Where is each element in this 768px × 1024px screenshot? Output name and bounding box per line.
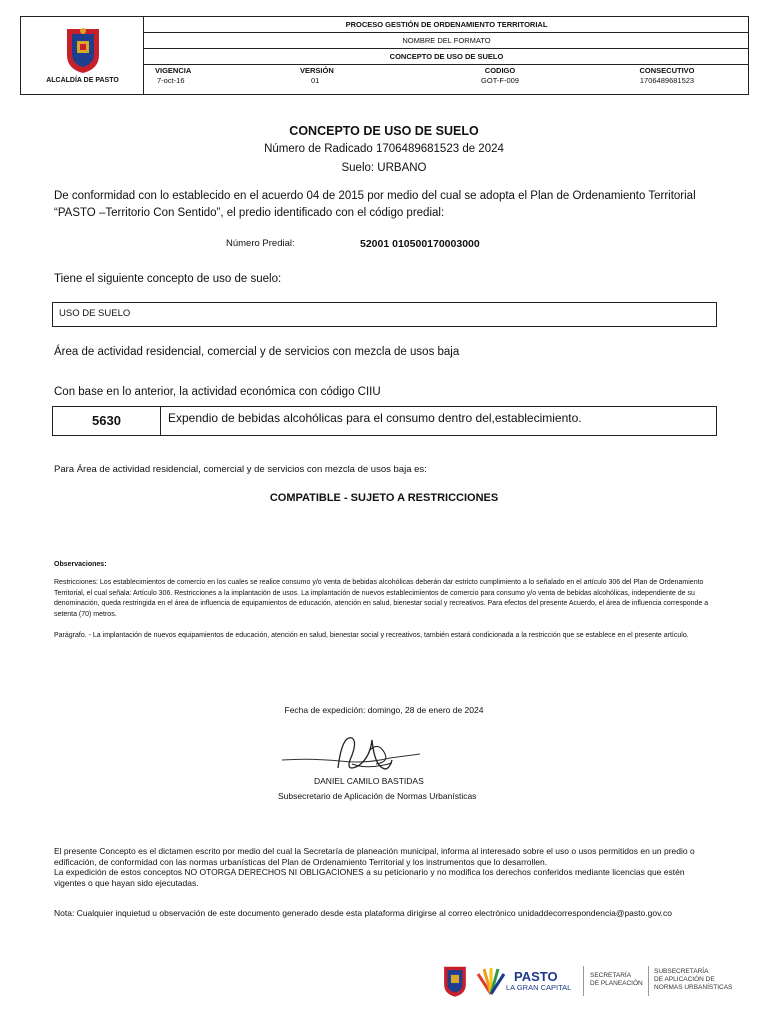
format-name-label: NOMBRE DEL FORMATO bbox=[144, 33, 749, 49]
brand-pasto: PASTO bbox=[514, 969, 558, 984]
consecutivo-value: 1706489681523 bbox=[639, 76, 695, 85]
suelo-type: Suelo: URBANO bbox=[341, 162, 427, 174]
version-value: 01 bbox=[311, 76, 320, 85]
pasto-sun-icon bbox=[474, 966, 508, 996]
observations-restrictions: Restricciones: Los establecimientos de comercio en los cuales se realice consumo y/o venta de bebidas alcohólicas deberán dar estricto cumplimiento a lo señalado en el artículo 306 del Plan de Ordenamiento Territorial, el cual señala: Artículo 306. Restricciones a la implantación de usos. La implantación de nuevos establecimientos de comercio para consumo y/o venta de bebidas alcohólicas, independiente de su denominación, queda restringida en el área de influencia de equipamientos de educación, atención en salud, bienestar social y recreativos. Para efectos del presente Acuerdo, el área de influencia corresponde a setenta (70) metros. bbox=[54, 579, 709, 618]
logo-text: ALCALDÍA DE PASTO bbox=[46, 77, 119, 84]
footer-disclaimer: La expedición de estos conceptos NO OTORGA DERECHOS NI OBLIGACIONES a su peticionario y no modifica los derechos conferidos mediante licencias que estén vigentes o que hayan sido ejecutadas. bbox=[54, 867, 685, 888]
format-name: CONCEPTO DE USO DE SUELO bbox=[144, 49, 749, 65]
consecutivo-label: CONSECUTIVO bbox=[639, 66, 695, 75]
contact-note: Nota: Cualquier inquietud u observación de este documento generado desde esta plataforma dirigirse al correo electrónico unidaddecorrespondencia@pasto.gov.co bbox=[54, 908, 673, 918]
brand-subsecretaria bbox=[654, 968, 732, 992]
logo-cell bbox=[21, 17, 144, 94]
uso-suelo-box bbox=[52, 302, 717, 327]
predial-value: 52001 010500170003000 bbox=[360, 238, 480, 250]
predial-label: Número Predial: bbox=[226, 238, 295, 249]
uso-suelo-label: USO DE SUELO bbox=[59, 308, 131, 319]
footer-definition: El presente Concepto es el dictamen escrito por medio del cual la Secretaría de planeación municipal, informa al interesado sobre el uso o usos permitidos en un predio o edificación, de conformidad con las normas urbanísticas del Plan de Ordenamiento Territorial y los instrumentos que lo desarrollen. bbox=[54, 846, 695, 867]
version-label: VERSIÓN bbox=[300, 66, 334, 75]
ciiu-code: 5630 bbox=[53, 407, 161, 435]
footer-coat-of-arms bbox=[442, 964, 468, 998]
brand-sub-line3: NORMAS URBANÍSTICAS bbox=[654, 984, 733, 991]
codigo-label: CODIGO bbox=[484, 66, 516, 75]
document-header bbox=[20, 16, 749, 95]
coat-of-arms-logo bbox=[65, 25, 101, 75]
ciiu-intro: Con base en lo anterior, la actividad económica con código CIIU bbox=[54, 386, 381, 398]
brand-gran-capital: LA GRAN CAPITAL bbox=[506, 983, 572, 992]
signature-image bbox=[280, 730, 450, 780]
signer-name: DANIEL CAMILO BASTIDAS bbox=[314, 776, 424, 786]
brand-sub-line1: SUBSECRETARÍA bbox=[654, 968, 709, 975]
vigencia-label: VIGENCIA bbox=[155, 66, 192, 75]
document-title: CONCEPTO DE USO DE SUELO bbox=[289, 124, 479, 138]
vigencia-value: 7-oct-16 bbox=[157, 76, 185, 85]
ciiu-table bbox=[52, 406, 717, 436]
codigo-value: GOT-F-009 bbox=[481, 76, 519, 85]
vigencia-cell bbox=[155, 66, 191, 86]
brand-secretaria-line2: DE PLANEACIÓN bbox=[590, 980, 643, 987]
version-cell bbox=[300, 66, 334, 86]
codigo-cell bbox=[480, 66, 520, 86]
para-area: Para Área de actividad residencial, comercial y de servicios con mezcla de usos baja es: bbox=[54, 464, 427, 475]
area-description: Área de actividad residencial, comercial y de servicios con mezcla de usos baja bbox=[54, 346, 460, 358]
consecutivo-cell bbox=[633, 66, 701, 86]
brand-sub-line2: DE APLICACIÓN DE bbox=[654, 976, 715, 983]
brand-secretaria-line1: SECRETARÍA bbox=[590, 972, 632, 979]
radicado-number: Número de Radicado 1706489681523 de 2024 bbox=[264, 143, 504, 155]
process-title: PROCESO GESTIÓN DE ORDENAMIENTO TERRITORIAL bbox=[144, 17, 749, 33]
intro-paragraph: De conformidad con lo establecido en el acuerdo 04 de 2015 por medio del cual se adopta el Plan de Ordenamiento Territorial “PASTO –Territorio Con Sentido”, el predio identificado con el código predial: bbox=[54, 190, 696, 219]
brand-secretaria bbox=[590, 972, 643, 988]
observations-label: Observaciones: bbox=[54, 561, 107, 568]
concept-intro: Tiene el siguiente concepto de uso de suelo: bbox=[54, 273, 282, 285]
brand-divider bbox=[583, 966, 584, 996]
observations-paragraph: Parágrafo. - La implantación de nuevos equipamientos de educación, atención en salud, bienestar social y recreativos, también estará condicionada a la restricción que se establece en el presente artículo. bbox=[54, 632, 689, 639]
compatibility-result: COMPATIBLE - SUJETO A RESTRICCIONES bbox=[269, 492, 499, 504]
ciiu-description: Expendio de bebidas alcohólicas para el consumo dentro del,establecimiento. bbox=[168, 411, 582, 425]
brand-divider-2 bbox=[648, 966, 649, 996]
signer-role: Subsecretario de Aplicación de Normas Urbanísticas bbox=[278, 791, 477, 801]
issue-date: Fecha de expedición: domingo, 28 de enero de 2024 bbox=[284, 705, 484, 715]
